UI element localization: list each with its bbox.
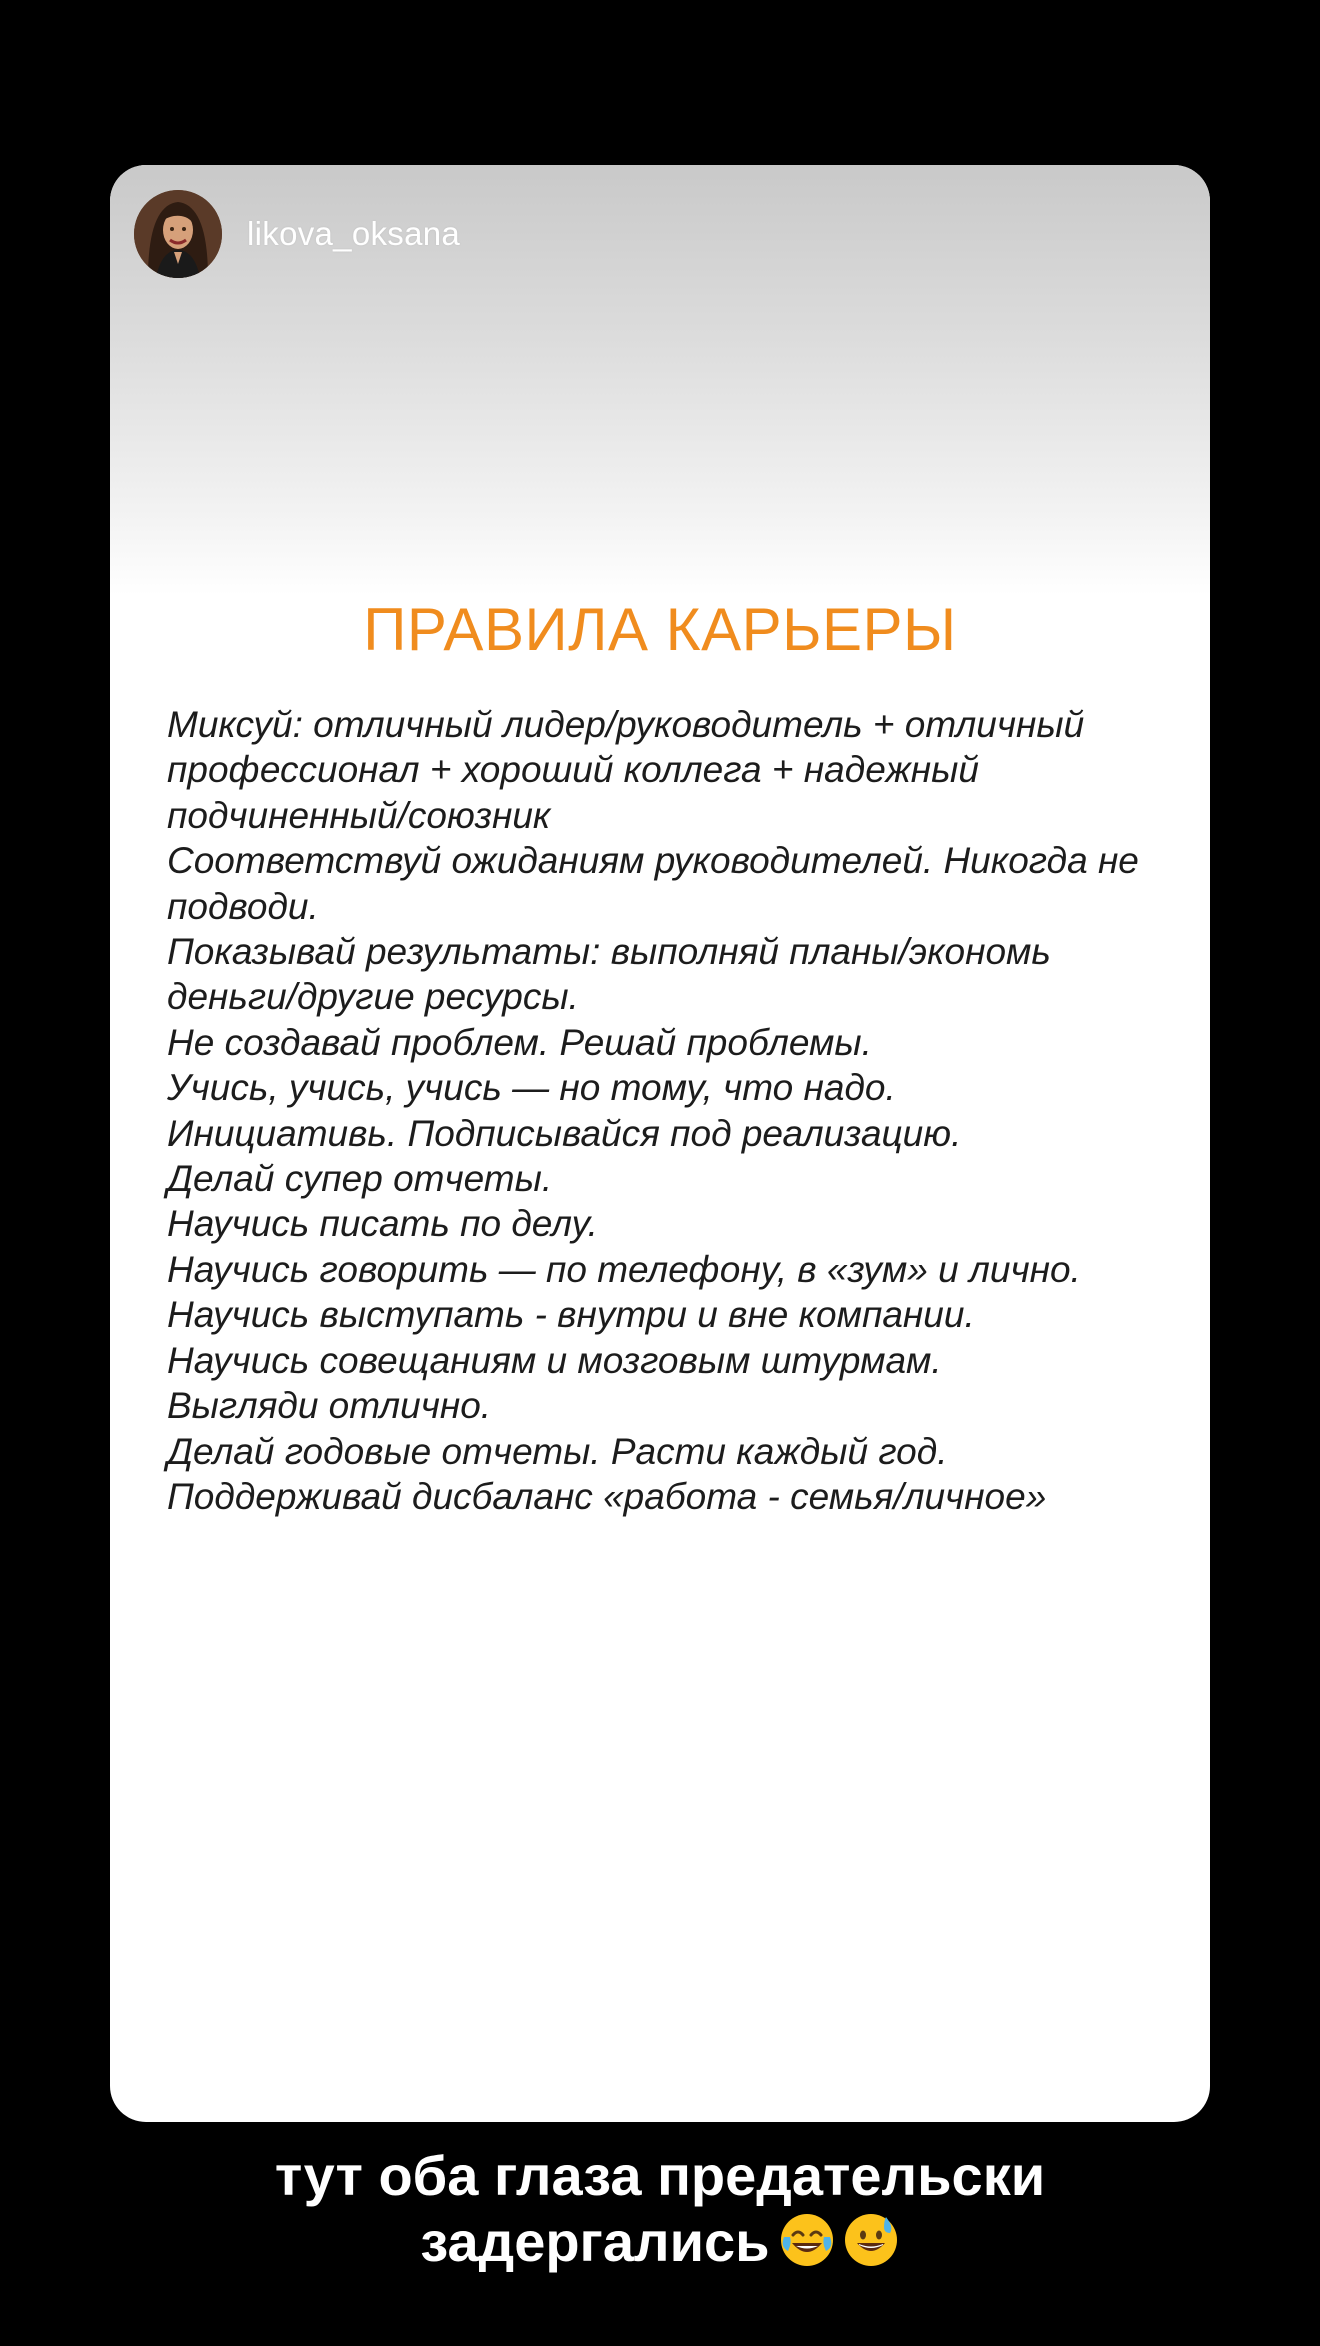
- story-author[interactable]: [134, 190, 460, 278]
- list-item: Миксуй: отличный лидер/руководитель + отличный: [167, 704, 1085, 745]
- list-item: Поддерживай дисбаланс «работа - семья/личное»: [167, 1475, 1047, 1517]
- avatar[interactable]: [134, 190, 222, 278]
- avatar-portrait-icon: [134, 190, 222, 278]
- list-item: Выгляди отлично.: [167, 1385, 492, 1427]
- story-caption: [0, 2143, 1320, 2275]
- author-username[interactable]: likova_oksana: [247, 215, 461, 252]
- list-item: подводи.: [167, 885, 319, 927]
- list-item: Научись говорить — по телефону, в «зум» и лично.: [167, 1248, 1081, 1290]
- list-item: Инициативь. Подписывайся под реализацию.: [167, 1112, 962, 1154]
- caption-line-1: тут оба глаза предательски: [274, 2144, 1046, 2207]
- face-with-tears-of-joy-icon: [778, 2211, 836, 2269]
- list-item: деньги/другие ресурсы.: [167, 976, 579, 1018]
- list-item: Научись выступать - внутри и вне компании.: [167, 1294, 975, 1336]
- grinning-face-with-sweat-icon: [842, 2211, 900, 2269]
- caption-line-2: [0, 2209, 1320, 2275]
- list-item: Учись, учись, учись — но тому, что надо.: [167, 1067, 896, 1109]
- list-item: Научись совещаниям и мозговым штурмам.: [167, 1339, 942, 1381]
- caption-line-2-text: задергались: [420, 2210, 770, 2273]
- list-item: Научись писать по делу.: [167, 1203, 598, 1245]
- rules-list: [167, 702, 1197, 1519]
- list-item: Соответствуй ожиданиям руководителей. Никогда не: [167, 840, 1139, 882]
- post-title: ПРАВИЛА КАРЬЕРЫ: [363, 596, 957, 663]
- list-item: подчиненный/союзник: [167, 794, 551, 836]
- list-item: Показывай результаты: выполняй планы/экономь: [167, 931, 1051, 973]
- list-item: профессионал + хороший коллега + надежный: [167, 749, 979, 791]
- list-item: Делай супер отчеты.: [167, 1158, 553, 1200]
- list-item: Не создавай проблем. Решай проблемы.: [167, 1021, 872, 1063]
- list-item: Делай годовые отчеты. Расти каждый год.: [167, 1430, 948, 1472]
- story-card[interactable]: [110, 165, 1210, 2122]
